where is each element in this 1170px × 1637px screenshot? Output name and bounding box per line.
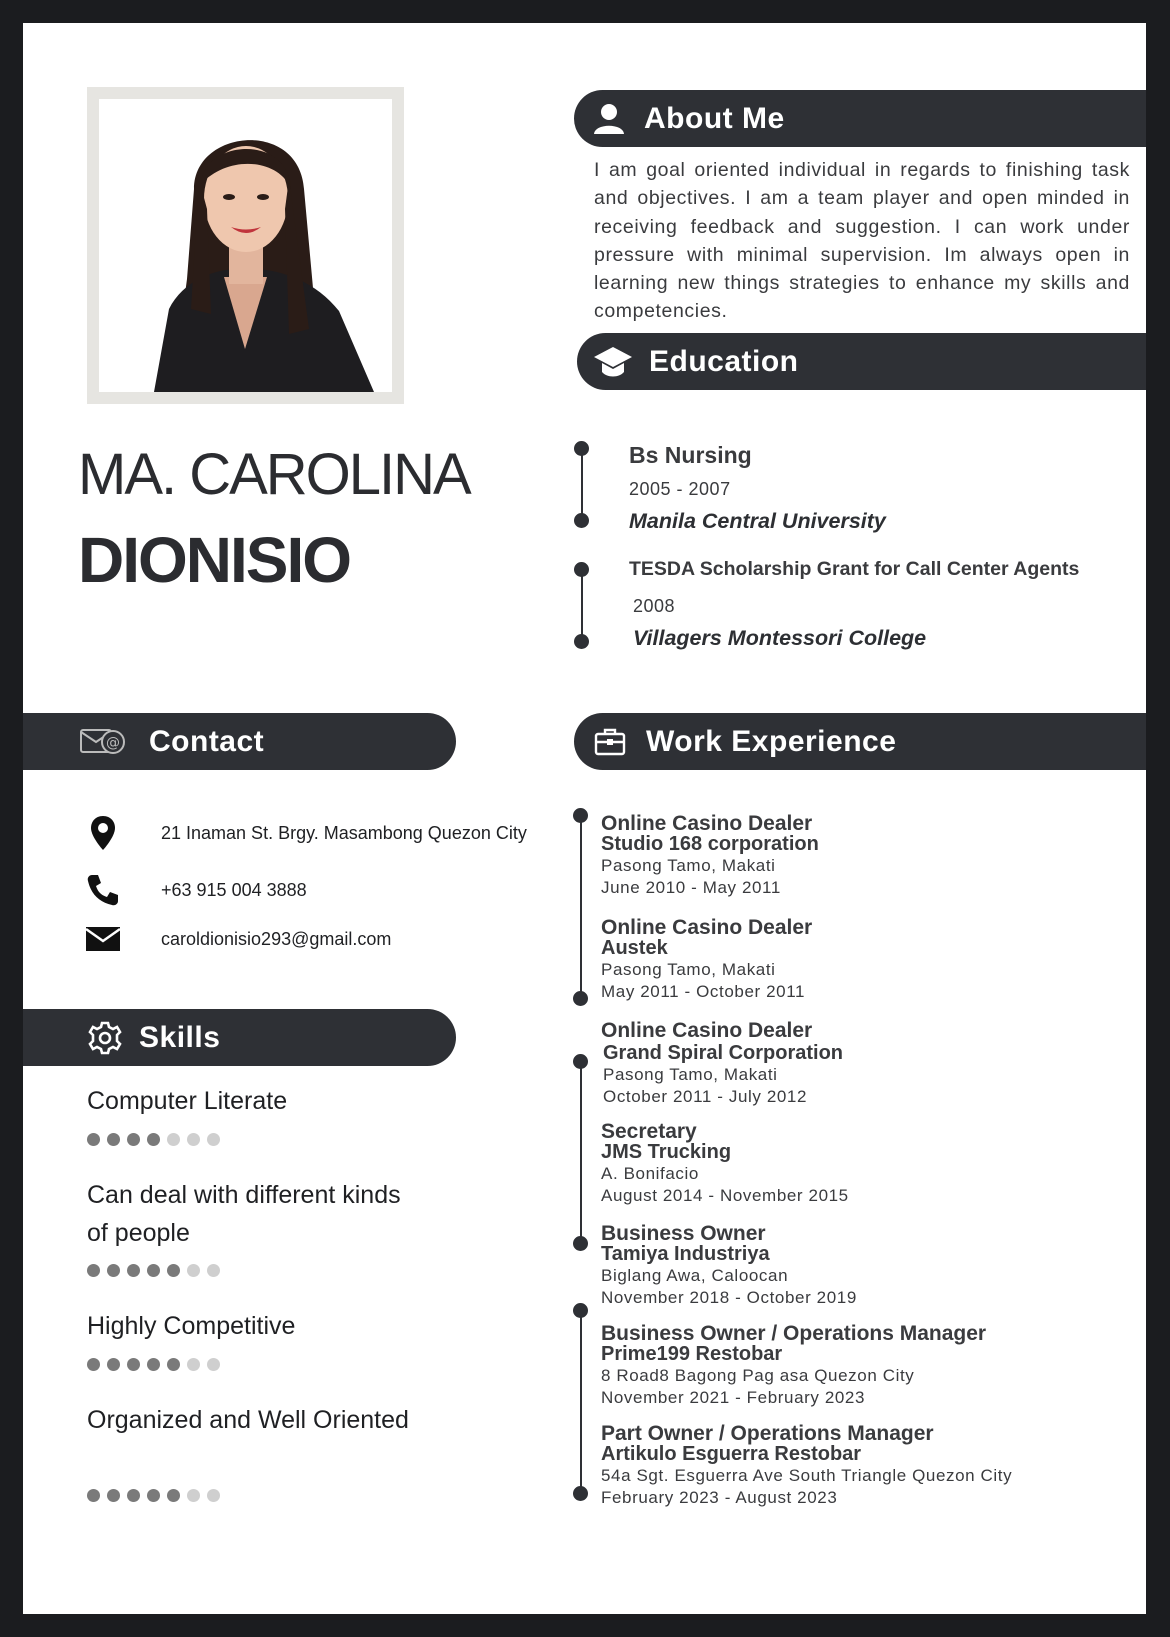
job-dates: November 2018 - October 2019 <box>601 1288 857 1307</box>
phone-icon <box>83 873 123 907</box>
rating-dot-filled <box>107 1358 120 1371</box>
skills-title: Skills <box>139 1020 221 1054</box>
skill-rating <box>87 1133 220 1146</box>
rating-dot-filled <box>127 1489 140 1502</box>
education-timeline-2 <box>581 569 583 639</box>
timeline-dot <box>574 441 589 456</box>
job-title: Business Owner / Operations Manager <box>601 1322 987 1345</box>
rating-dot-filled <box>147 1264 160 1277</box>
rating-dot-filled <box>107 1133 120 1146</box>
rating-dot-filled <box>147 1489 160 1502</box>
job-title: Part Owner / Operations Manager <box>601 1422 934 1445</box>
job-title: Online Casino Dealer <box>601 916 813 939</box>
about-me-title: About Me <box>644 101 785 135</box>
education-timeline-1 <box>581 448 583 518</box>
rating-dot-filled <box>87 1133 100 1146</box>
skill-rating <box>87 1358 220 1371</box>
job-entry <box>601 1121 1141 1207</box>
job-company: JMS Trucking <box>601 1141 732 1163</box>
job-title: Online Casino Dealer <box>601 1019 813 1042</box>
job-entry <box>601 1423 1141 1509</box>
timeline-dot <box>573 991 588 1006</box>
skill-rating <box>87 1489 220 1502</box>
job-dates: November 2021 - February 2023 <box>601 1388 866 1407</box>
skills-header <box>23 1009 456 1066</box>
job-dates: June 2010 - May 2011 <box>601 878 781 897</box>
user-icon <box>574 103 644 135</box>
timeline-dot <box>574 562 589 577</box>
timeline-dot <box>574 513 589 528</box>
timeline-dot <box>573 1303 588 1318</box>
skill-name: Can deal with different kinds of people <box>87 1181 401 1247</box>
rating-dot-empty <box>207 1489 220 1502</box>
contact-title: Contact <box>149 724 265 758</box>
work-timeline-2 <box>580 1061 582 1245</box>
rating-dot-filled <box>147 1358 160 1371</box>
job-location: Biglang Awa, Caloocan <box>601 1266 789 1285</box>
contact-header <box>23 713 456 770</box>
job-entry <box>601 1223 1141 1309</box>
job-location: Pasong Tamo, Makati <box>601 960 776 979</box>
rating-dot-empty <box>187 1358 200 1371</box>
rating-dot-filled <box>87 1358 100 1371</box>
job-title: Online Casino Dealer <box>601 812 813 835</box>
job-entry <box>601 1323 1141 1409</box>
about-me-header <box>574 90 1146 147</box>
rating-dot-filled <box>127 1133 140 1146</box>
contact-email-row <box>83 926 391 952</box>
education-years: 2008 <box>633 596 676 616</box>
resume-page <box>23 23 1146 1614</box>
contact-icon <box>79 724 147 760</box>
rating-dot-filled <box>87 1489 100 1502</box>
job-location: A. Bonifacio <box>601 1164 699 1183</box>
work-experience-header <box>574 713 1146 770</box>
job-title: Secretary <box>601 1120 697 1143</box>
svg-text:@: @ <box>106 734 120 751</box>
timeline-dot <box>573 808 588 823</box>
job-title: Business Owner <box>601 1222 766 1245</box>
rating-dot-empty <box>207 1264 220 1277</box>
rating-dot-empty <box>187 1133 200 1146</box>
skill-name: Computer Literate <box>87 1087 288 1115</box>
profile-photo-frame <box>87 87 404 404</box>
education-degree: Bs Nursing <box>629 442 752 468</box>
rating-dot-empty <box>187 1264 200 1277</box>
rating-dot-filled <box>107 1264 120 1277</box>
profile-photo <box>99 99 392 392</box>
education-school: Manila Central University <box>629 509 886 533</box>
job-location: 8 Road8 Bagong Pag asa Quezon City <box>601 1366 915 1385</box>
job-location: Pasong Tamo, Makati <box>603 1065 778 1084</box>
work-timeline-1 <box>580 815 582 999</box>
education-years: 2005 - 2007 <box>629 479 731 499</box>
education-header <box>577 333 1146 390</box>
first-name: MA. CAROLINA <box>78 442 470 507</box>
skill-name: Highly Competitive <box>87 1312 296 1340</box>
skill-rating <box>87 1264 220 1277</box>
job-location: Pasong Tamo, Makati <box>601 856 776 875</box>
job-company: Grand Spiral Corporation <box>603 1042 844 1064</box>
work-timeline-3 <box>580 1310 582 1494</box>
job-dates: August 2014 - November 2015 <box>601 1186 849 1205</box>
job-dates: February 2023 - August 2023 <box>601 1488 838 1507</box>
timeline-dot <box>574 634 589 649</box>
job-dates: October 2011 - July 2012 <box>603 1087 808 1106</box>
job-dates: May 2011 - October 2011 <box>601 982 806 1001</box>
contact-address: 21 Inaman St. Brgy. Masambong Quezon City <box>161 822 527 843</box>
work-experience-title: Work Experience <box>646 724 897 758</box>
gear-icon <box>85 1021 125 1055</box>
rating-dot-filled <box>107 1489 120 1502</box>
rating-dot-filled <box>127 1358 140 1371</box>
graduation-cap-icon <box>577 344 649 380</box>
contact-phone-row <box>83 873 307 907</box>
contact-phone: +63 915 004 3888 <box>161 879 307 900</box>
timeline-dot <box>573 1054 588 1069</box>
job-company: Artikulo Esguerra Restobar <box>601 1443 862 1465</box>
education-school: Villagers Montessori College <box>633 626 927 650</box>
education-title: Education <box>649 344 799 378</box>
rating-dot-filled <box>127 1264 140 1277</box>
envelope-icon <box>83 926 123 952</box>
rating-dot-empty <box>187 1489 200 1502</box>
briefcase-icon <box>574 727 646 757</box>
rating-dot-filled <box>167 1489 180 1502</box>
job-entry <box>601 1020 1141 1108</box>
about-me-text: I am goal oriented individual in regards to finishing task and objectives. I am a team player and open minded in receiving feedback and suggestion. I can work under pressure with minimal supervision. Im always open in learning new things strategies to enhance my skills and competencies. <box>594 159 1130 323</box>
job-company: Austek <box>601 937 668 959</box>
rating-dot-empty <box>207 1133 220 1146</box>
rating-dot-empty <box>167 1133 180 1146</box>
job-entry <box>601 917 1141 1003</box>
job-location: 54a Sgt. Esguerra Ave South Triangle Quezon City <box>601 1466 1013 1485</box>
rating-dot-empty <box>207 1358 220 1371</box>
rating-dot-filled <box>167 1264 180 1277</box>
rating-dot-filled <box>87 1264 100 1277</box>
skill-name: Organized and Well Oriented <box>87 1406 409 1434</box>
location-pin-icon <box>83 815 123 851</box>
contact-address-row <box>83 815 527 851</box>
timeline-dot <box>573 1486 588 1501</box>
job-company: Tamiya Industriya <box>601 1243 770 1265</box>
contact-email: caroldionisio293@gmail.com <box>161 928 392 949</box>
job-company: Prime199 Restobar <box>601 1343 783 1365</box>
rating-dot-filled <box>147 1133 160 1146</box>
timeline-dot <box>573 1236 588 1251</box>
last-name: DIONISIO <box>78 524 351 596</box>
education-degree: TESDA Scholarship Grant for Call Center Agents <box>629 558 1080 580</box>
job-entry <box>601 813 1141 899</box>
rating-dot-filled <box>167 1358 180 1371</box>
job-company: Studio 168 corporation <box>601 833 819 855</box>
